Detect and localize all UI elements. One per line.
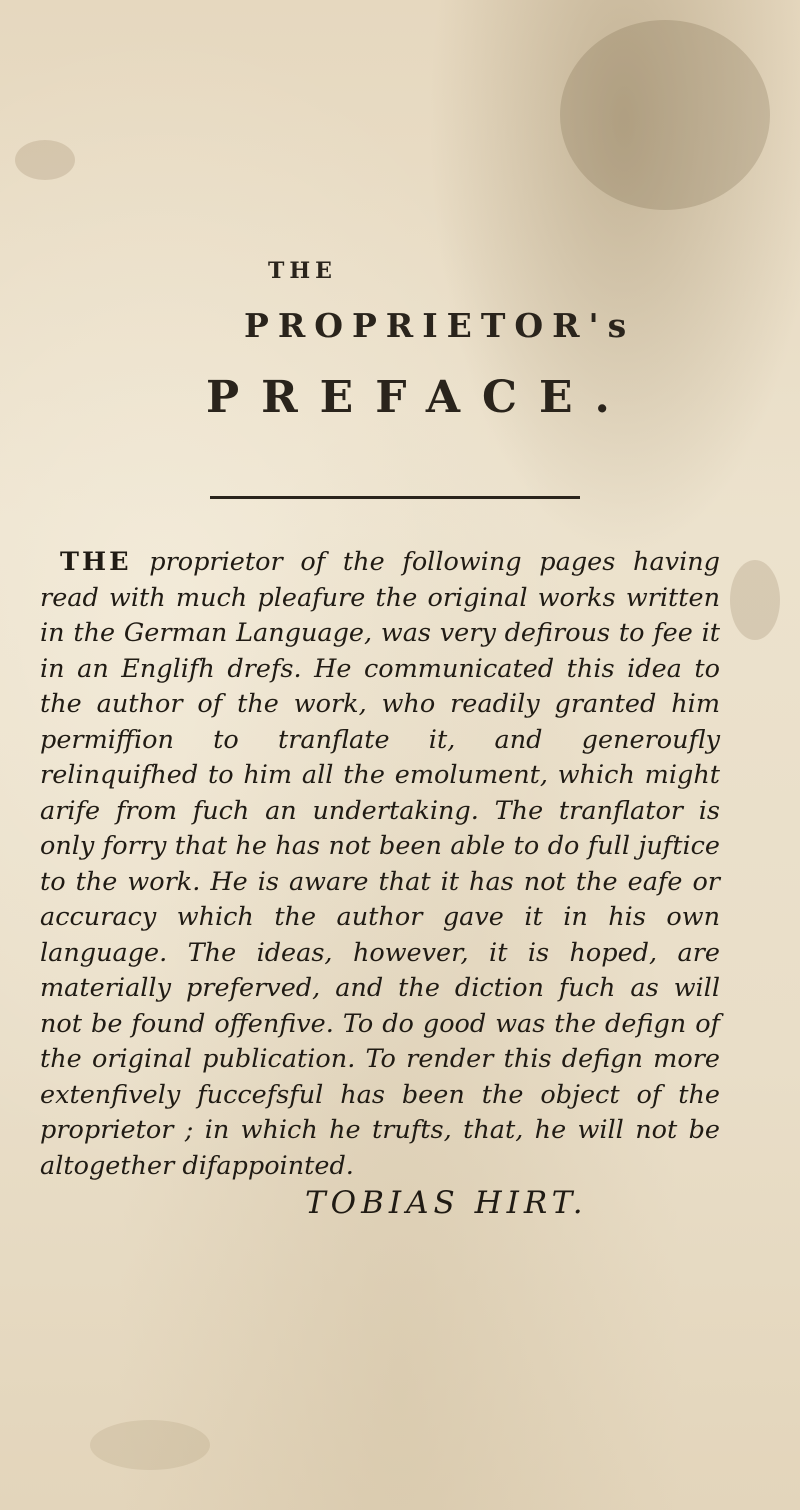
paper-stain — [730, 560, 780, 640]
paragraph-text: proprietor of the following pages having read with much pleafure the original works written in the German Language, was very defirous to fee it in an Englifh drefs. He communicated this idea to the author of the work, who readily granted him permiffion to tranflate it, and generoufly relinquifhed to him all the emolument, which might arife from fuch an undertaking. The tranflator is only forry that he has not been able to do full juftice to the work. He is aware that it has not the eafe or accuracy which the author gave it in his own language. The ideas, however, it is hoped, are materially preferved, and the diction fuch as will not be found offenfive. To do good was the defign of the original publication. To render this defign more extenfively fuccefsful has been the object of the proprietor ; in which he trufts, that, he will not be altogether difappointed. — [40, 547, 720, 1181]
heading-the: THE — [268, 258, 337, 284]
signature: TOBIAS HIRT. — [305, 1185, 588, 1221]
paper-stain — [15, 140, 75, 180]
heading-proprietors: PROPRIETOR's — [244, 306, 636, 345]
paper-stain — [560, 20, 770, 210]
horizontal-rule — [210, 496, 580, 499]
paper-stain — [90, 1420, 210, 1470]
heading-preface: PREFACE. — [206, 372, 632, 423]
opening-word: THE — [60, 547, 132, 577]
preface-paragraph — [40, 545, 720, 1184]
